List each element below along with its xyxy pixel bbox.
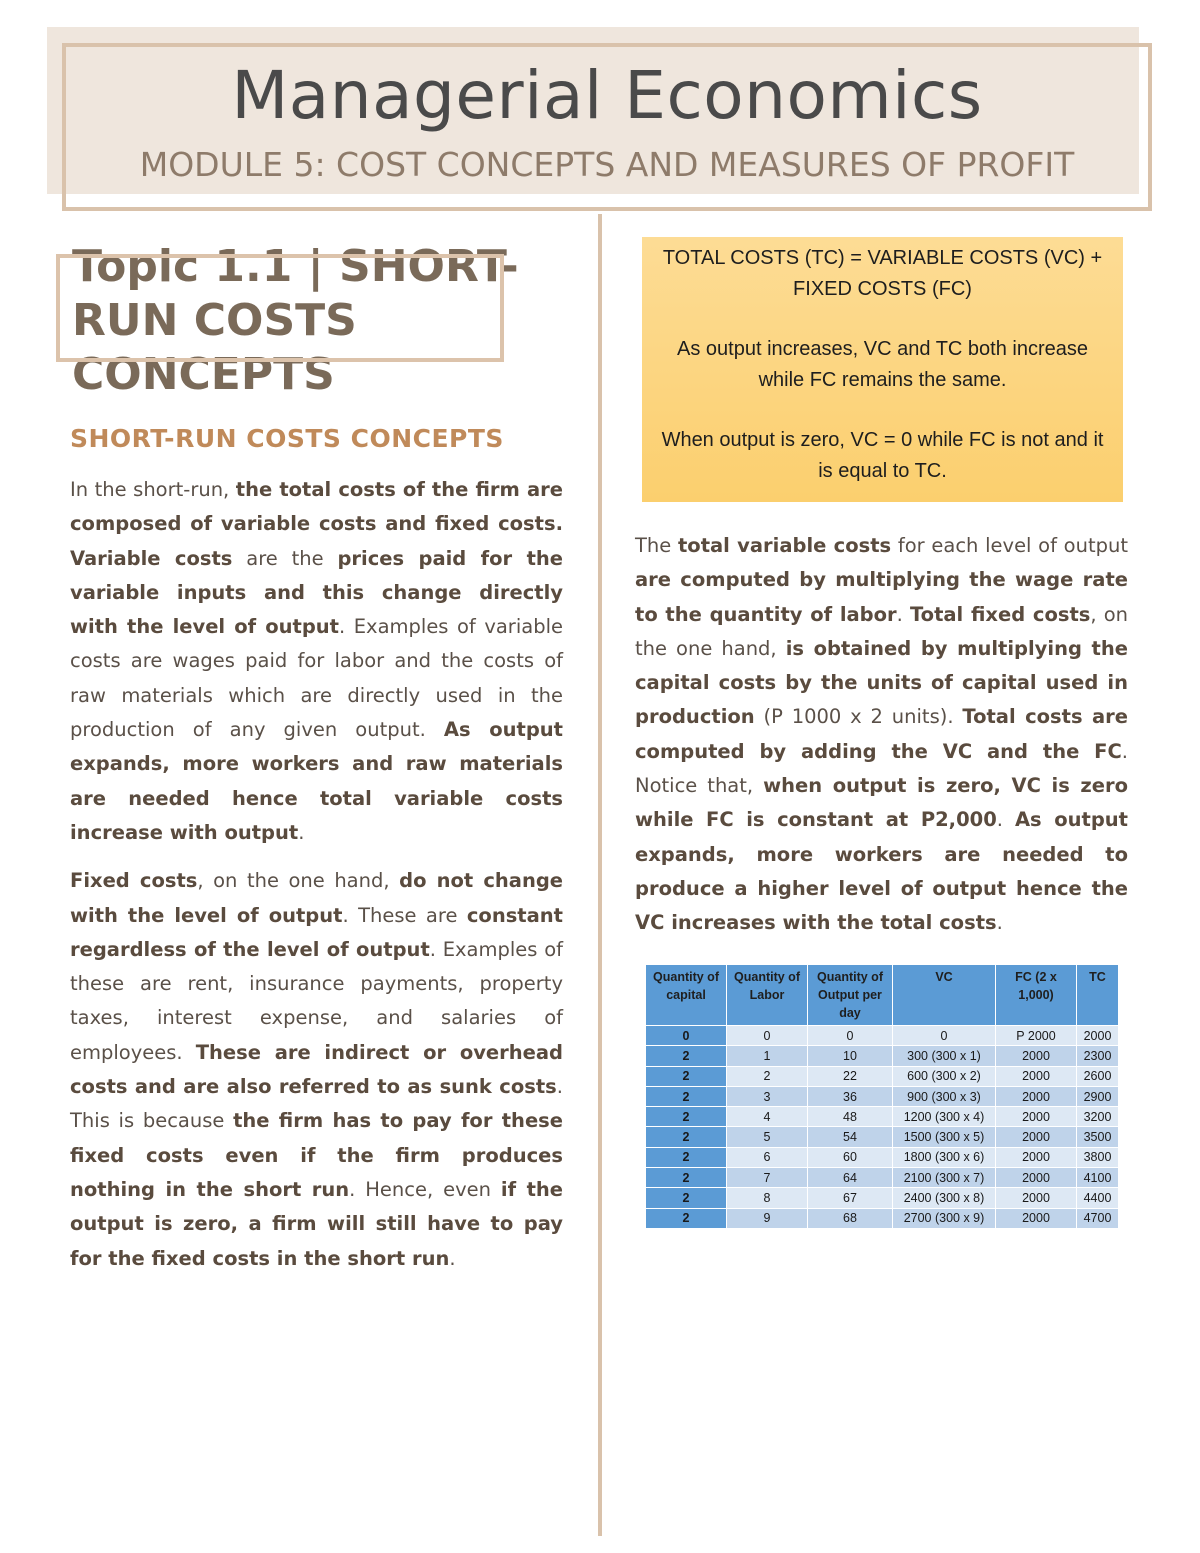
text-run: for each level of output bbox=[891, 534, 1128, 557]
cell-vc: 2700 (300 x 9) bbox=[893, 1208, 996, 1228]
bold-text-run: constant regardless of the level of output bbox=[70, 903, 563, 961]
text-run: . bbox=[996, 911, 1003, 935]
table-row bbox=[646, 1107, 1119, 1127]
cell-labor: 6 bbox=[727, 1147, 808, 1167]
cell-vc: 900 (300 x 3) bbox=[893, 1086, 996, 1106]
cost-table bbox=[645, 964, 1119, 1229]
text-run: are the bbox=[232, 546, 338, 570]
cell-fc: 2000 bbox=[996, 1208, 1077, 1228]
cell-output: 48 bbox=[808, 1107, 893, 1127]
text-run: . Examples of these are rent, insurance payments, property taxes, interest expense, and salaries of employees. bbox=[70, 937, 563, 1064]
text-run: . bbox=[449, 1246, 456, 1270]
module-subtitle: MODULE 5: COST CONCEPTS AND MEASURES OF PROFIT bbox=[139, 145, 1075, 184]
cell-fc: 2000 bbox=[996, 1188, 1077, 1208]
cell-capital: 2 bbox=[646, 1086, 727, 1106]
cell-tc: 2300 bbox=[1077, 1046, 1119, 1066]
cell-capital: 2 bbox=[646, 1188, 727, 1208]
cell-tc: 3200 bbox=[1077, 1107, 1119, 1127]
bold-text-run: are computed by multiplying the wage rate to the quantity of labor bbox=[635, 568, 1128, 626]
cell-labor: 4 bbox=[727, 1107, 808, 1127]
table-row bbox=[646, 1208, 1119, 1228]
header-fc: FC (2 x 1,000) bbox=[996, 965, 1077, 1026]
text-run: . This is because bbox=[70, 1075, 563, 1133]
cell-labor: 0 bbox=[727, 1026, 808, 1046]
text-run: The bbox=[635, 534, 678, 557]
cell-output: 67 bbox=[808, 1188, 893, 1208]
bold-text-run: These are indirect or overhead costs and are also referred to as sunk costs bbox=[70, 1040, 563, 1099]
callout-output-increase: As output increases, VC and TC both increase while FC remains the same. bbox=[677, 338, 1088, 391]
cell-tc: 2900 bbox=[1077, 1086, 1119, 1106]
cell-output: 64 bbox=[808, 1168, 893, 1188]
paragraph-variable-costs bbox=[70, 473, 563, 850]
text-run: . Examples of variable costs are wages paid for labor and the costs of raw materials which are directly used in the production of any given output. bbox=[70, 615, 563, 742]
cell-vc: 2400 (300 x 8) bbox=[893, 1188, 996, 1208]
cell-output: 60 bbox=[808, 1147, 893, 1167]
left-column-text bbox=[70, 473, 563, 1290]
cell-fc: P 2000 bbox=[996, 1026, 1077, 1046]
cell-vc: 600 (300 x 2) bbox=[893, 1066, 996, 1086]
cell-tc: 3800 bbox=[1077, 1147, 1119, 1167]
cell-tc: 2600 bbox=[1077, 1066, 1119, 1086]
table-row bbox=[646, 1168, 1119, 1188]
cell-vc: 300 (300 x 1) bbox=[893, 1046, 996, 1066]
bold-text-run: the firm has to pay for these fixed costs even if the firm produces nothing in the short run bbox=[70, 1109, 563, 1201]
paragraph-fixed-costs bbox=[70, 864, 563, 1276]
text-run: . bbox=[896, 602, 910, 626]
header-capital: Quantity of capital bbox=[646, 965, 727, 1026]
text-run: . Hence, even bbox=[349, 1177, 501, 1201]
cell-fc: 2000 bbox=[996, 1086, 1077, 1106]
text-run: . Notice that, bbox=[635, 739, 1128, 798]
cell-capital: 0 bbox=[646, 1026, 727, 1046]
table-row bbox=[646, 1147, 1119, 1167]
section-heading: SHORT-RUN COSTS CONCEPTS bbox=[70, 424, 504, 453]
table-row bbox=[646, 1127, 1119, 1147]
cell-capital: 2 bbox=[646, 1168, 727, 1188]
cell-capital: 2 bbox=[646, 1127, 727, 1147]
document-title: Managerial Economics bbox=[231, 57, 983, 134]
cell-tc: 2000 bbox=[1077, 1026, 1119, 1046]
table-body bbox=[646, 1026, 1119, 1229]
cell-labor: 8 bbox=[727, 1188, 808, 1208]
cell-fc: 2000 bbox=[996, 1066, 1077, 1086]
table-row bbox=[646, 1066, 1119, 1086]
text-run: . bbox=[996, 808, 1015, 832]
header-labor: Quantity of Labor bbox=[727, 965, 808, 1026]
cell-labor: 7 bbox=[727, 1168, 808, 1188]
cell-capital: 2 bbox=[646, 1046, 727, 1066]
cell-output: 0 bbox=[808, 1026, 893, 1046]
cell-output: 68 bbox=[808, 1208, 893, 1228]
cell-vc: 2100 (300 x 7) bbox=[893, 1168, 996, 1188]
table-row bbox=[646, 1086, 1119, 1106]
cell-vc: 1200 (300 x 4) bbox=[893, 1107, 996, 1127]
cell-output: 36 bbox=[808, 1086, 893, 1106]
header-banner bbox=[62, 43, 1152, 211]
bold-text-run: when output is zero, VC is zero while FC is constant at P2,000 bbox=[635, 774, 1128, 832]
table-header-row bbox=[646, 965, 1119, 1026]
bold-text-run: As output expands, more workers are needed to produce a higher level of output hence the VC increases with the total costs bbox=[635, 808, 1128, 935]
cell-fc: 2000 bbox=[996, 1107, 1077, 1127]
bold-text-run: do not change with the level of output bbox=[70, 869, 564, 927]
bold-text-run: the total costs of the firm are composed of variable costs and fixed costs. bbox=[70, 478, 563, 536]
bold-text-run: if the output is zero, a firm will still have to pay for the fixed costs in the short run bbox=[70, 1177, 563, 1270]
topic-heading-frame bbox=[56, 254, 504, 362]
header-output: Quantity of Output per day bbox=[808, 965, 893, 1026]
topic-heading: Topic 1.1 | SHORT-RUN COSTS CONCEPTS bbox=[72, 241, 519, 400]
cell-vc: 1500 (300 x 5) bbox=[893, 1127, 996, 1147]
right-column-text bbox=[635, 529, 1128, 955]
cell-output: 22 bbox=[808, 1066, 893, 1086]
table-row bbox=[646, 1046, 1119, 1066]
cell-fc: 2000 bbox=[996, 1046, 1077, 1066]
text-run: , on the one hand, bbox=[197, 869, 400, 893]
cell-capital: 2 bbox=[646, 1066, 727, 1086]
cell-tc: 4400 bbox=[1077, 1188, 1119, 1208]
cell-fc: 2000 bbox=[996, 1168, 1077, 1188]
cell-fc: 2000 bbox=[996, 1127, 1077, 1147]
bold-text-run: Fixed costs bbox=[70, 869, 198, 893]
text-run: . bbox=[298, 820, 305, 844]
paragraph-total-costs bbox=[635, 529, 1128, 941]
column-divider bbox=[598, 214, 602, 1536]
bold-text-run: total variable costs bbox=[677, 534, 892, 557]
cell-tc: 4700 bbox=[1077, 1208, 1119, 1228]
table-row bbox=[646, 1188, 1119, 1208]
cell-labor: 3 bbox=[727, 1086, 808, 1106]
table-row bbox=[646, 1026, 1119, 1046]
cell-output: 10 bbox=[808, 1046, 893, 1066]
cell-labor: 1 bbox=[727, 1046, 808, 1066]
bold-text-run: Total fixed costs bbox=[909, 602, 1091, 626]
cell-labor: 5 bbox=[727, 1127, 808, 1147]
text-run: . These are bbox=[342, 903, 467, 927]
formula-callout bbox=[642, 237, 1123, 502]
text-run: In the short-run, bbox=[70, 478, 236, 501]
bold-text-run: Variable costs bbox=[70, 546, 233, 570]
cell-fc: 2000 bbox=[996, 1147, 1077, 1167]
cell-tc: 4100 bbox=[1077, 1168, 1119, 1188]
cell-tc: 3500 bbox=[1077, 1127, 1119, 1147]
bold-text-run: As output expands, more workers and raw materials are needed hence total variable costs increase with output bbox=[70, 718, 563, 844]
cell-labor: 2 bbox=[727, 1066, 808, 1086]
text-run: (P 1000 x 2 units). bbox=[754, 705, 963, 729]
bold-text-run: is obtained by multiplying the capital costs by the units of capital used in production bbox=[635, 636, 1128, 729]
callout-formula: TOTAL COSTS (TC) = VARIABLE COSTS (VC) + FIXED COSTS (FC) bbox=[662, 247, 1103, 300]
header-vc: VC bbox=[893, 965, 996, 1026]
text-run: , on the one hand, bbox=[635, 602, 1129, 660]
cell-capital: 2 bbox=[646, 1208, 727, 1228]
bold-text-run: prices paid for the variable inputs and this change directly with the level of output bbox=[70, 546, 564, 639]
header-tc: TC bbox=[1077, 965, 1119, 1026]
cell-capital: 2 bbox=[646, 1147, 727, 1167]
cell-labor: 9 bbox=[727, 1208, 808, 1228]
cell-vc: 1800 (300 x 6) bbox=[893, 1147, 996, 1167]
callout-output-zero: When output is zero, VC = 0 while FC is not and it is equal to TC. bbox=[661, 429, 1104, 482]
bold-text-run: Total costs are computed by adding the VC and the FC bbox=[635, 705, 1128, 763]
cell-vc: 0 bbox=[893, 1026, 996, 1046]
cell-output: 54 bbox=[808, 1127, 893, 1147]
cell-capital: 2 bbox=[646, 1107, 727, 1127]
